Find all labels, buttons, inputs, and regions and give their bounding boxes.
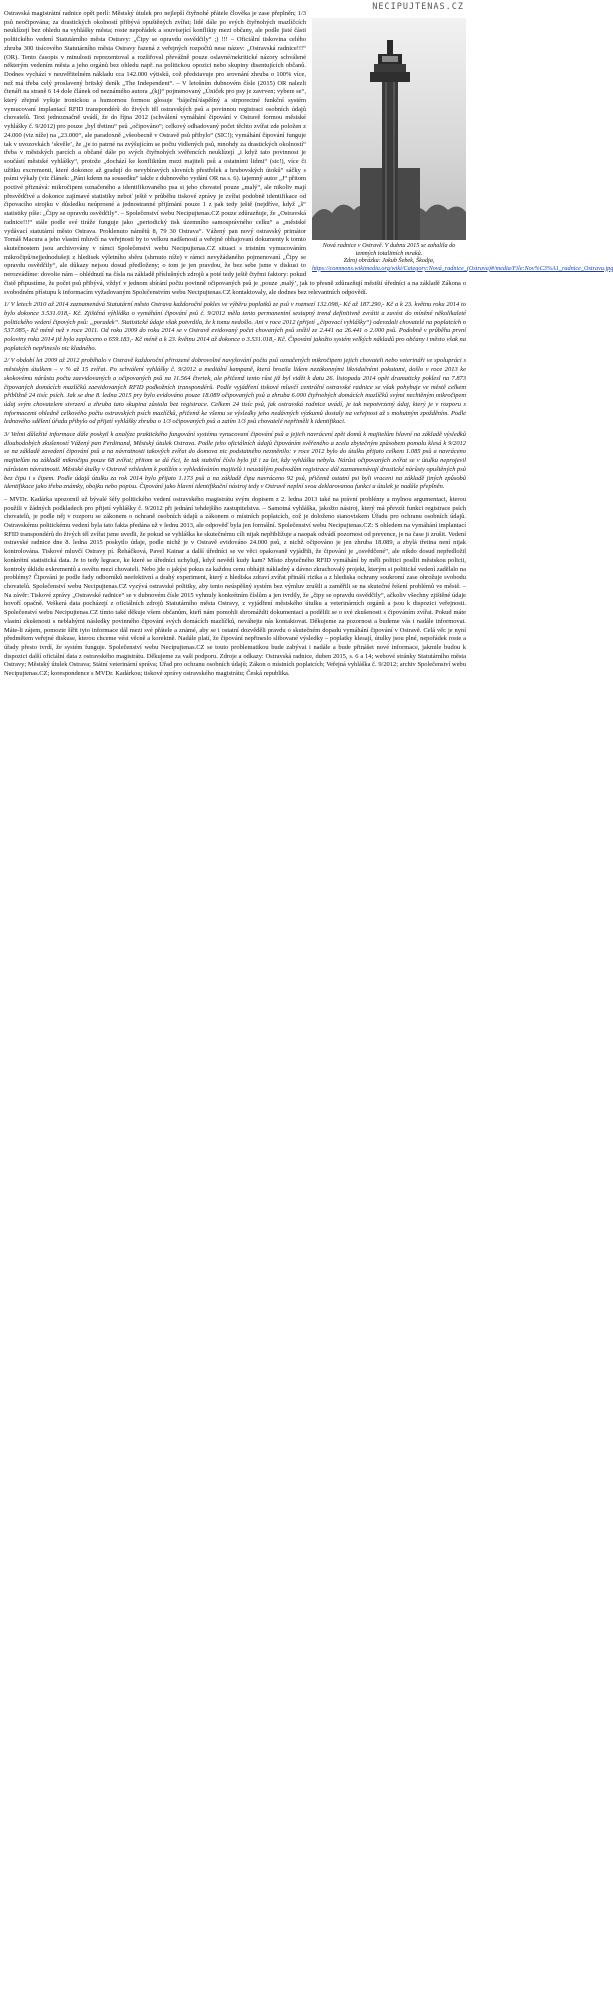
caption-text: Nová radnice v Ostravě. V dubnu 2015 se zahalila do temných totalitních mraků. <box>322 242 456 257</box>
article-page <box>4 0 613 2000</box>
article-paragraph-3: 2/ V období let 2009 až 2012 probíhalo v Ostravě každoroční přirozené dobrovolné navyšování počtu psů označených mikročipem jejich chovateli nebo veterináři ve spolupráci s městským útulkem – v % až 15 zvířat. Po schválení vyhlášky č. 9/2012 a mediální kampaně, která hrozila lidem nezákonnými likvidačními pokutami, došlo v roce 2013 ke skokovému nárůstu počtu zaevidovaných a očipovaných psů na 11.564 čtvrtek, ale přičemž tento růst již byl vidět k datu 26. listopadu 2014 opět dramaticky poklesl na 7.873 čipovaných domácích mazlíčků zaevidovaných RFID podkožních transpondérů. Podle vyjádření tiskové mluvčí centrální ostravské radnice se však pohybuje ve městě celkem přibližně 24 tisíc psích. Jak se dne 8. ledna 2015 pry bylo evidováno pouze 18.089 očipovaných psů a zhruba 6.000 čtyřnohých domácích mazlíčků svými nechtěným mikročipem údaj svým chovatelem stvrzení a zhruba tato skupina zůstala bez registrace. Celkem 24 tisíc psů, jak ostravská radnice uvádí, je tak nepotvrzený údaj, který je v rozporu s informacemi ohledně celkového počtu ostravských psích mazlíčků, přičemž ke všemu se výsledky jeho nedávných výzkumů dostaly na veřejnost až s mohutným zpožděním. Podle lednového sdělení úřadu přibylo od přijetí vyhlášky zhruba o 1/3 očipovaných psů a zatím 1/3 psů chovatelé nepřiměli k identifikaci. <box>4 357 466 426</box>
town-hall-tower-image <box>312 18 466 240</box>
caption-source: Zdroj obrázku: Jakub Šebek, Škodja, <box>343 257 435 265</box>
figure-caption <box>312 242 613 272</box>
article-paragraph-2: 1/ V letech 2010 až 2014 zaznamenává Statutární město Ostrava každoroční pokles ve výběru poplatků ze psů v rozmezí 132.098,- Kč až 187.290,- Kč a k 23. květnu roku 2014 to bylo dokonce 3.531.018,- Kč. Zjištěná výhlídka o vymáhání čipování psů č. 9/2012 měla tento permanentní sestupný trend definitivně zvrátit a zavést do míněné několikaleté politického vedení čipových psů: „poradek“. Statistické údaje však potvrdila, že k tomu nedošlo. Ani v roce 2012 (přijetí „čipovací vyhlášky“) odevzdali chovatelé na poplatcích o 537.085,- Kč méně než v roce 2011. Od roku 2009 do roku 2014 se v Ostravě evidovaný počet chovaných psů snížil ze 2.441 na 26.441 o 2.000 psů. Podobně v průběhu první poloviny roku 2014 již bylo zaplaceno o 659.183,- Kč méně a k 23. květnu 2014 až dokonce o 3.531.018,- Kč. Čipování jakožto systém velkých nákladů pro občany i město však na poplatcích nepřineslo nic kladného. <box>4 301 466 352</box>
site-watermark: NECIPUJTENAS.CZ <box>372 2 464 12</box>
town-hall-photo <box>312 18 466 240</box>
article-paragraph-5: – MVDr. Kadárka upozornil už bývalé šéfy politického vedení ostravského magistrátu svým dopisem z 2. ledna 2013 také na právní problémy a mylnou argumentaci, kterou použili v žádných podkladech pro přijetí vyhlášky č. 9/2012 při jednání tehdejšího zastupitelstva. – Samotná vyhláška, jakožto nástroj, který má převzít funkci registrace psích chovatelů, je podle něj v rozporu se zákonem o ochraně osobních údajů a zákonem o místních poplatcích, což je doloženo stanoviskem Úřadu pro ochranu osobních údajů. Ostravskému politickému vedení byla tato fakta předána už v lednu 2013, ale odpověď byla jen formální. Společenství webu Necipujtenas.CZ: S ohledem na vymáhání implantací RFID transpondérů do živých těl zvířat jsme uvedli, že pokud se vyhláška ke skutečnému cíli nijak nepřibližuje a naopak odvádí pozornost od prevence, je na čase ji zrušit. Vedení ostravské radnice dne 8. ledna 2015 poskytlo údaje, podle nichž je v Ostravě evidováno 24.000 psů, z nichž očipováno je jen zhruba 18.089, a zbylá třetina není nijak kontrolována. Tiskové mluvčí Ostravy pí. Řeháčková, Pavel Kainar a další úředníci se ve věci opakovaně vyjádřili, že čipování je „osvědčené“, ale nikdo dosud nepředložil konkrétní statistická data. Je to tedy legrace, ke které se úředníci uchylují, když nevědí kudy kam? Místo zbytečného RFID vymáhání by měli politici posílit městskou policii, kontroly úklidu exkrementů a osvětu mezi chovateli. Nebo jde o jakýsi pokus za každou cenu obhájit nákladný a dávno zkrachovalý projekt, kterým si politické vedení zadělalo na problémy? Čipování je podle řady odborníků neefektivní a drahý experiment, který z hlediska zdraví zvířat přináší rizika a z hlediska ochrany soukromí zase ohrožuje svobodu chovatelů. Společenství webu Necipujtenas.CZ vyzývá ostravské politiky, aby tento neúspěšný systém bez výmluv zrušili a zaměřili se na skutečné řešení problémů ve městě. – Na závěr: Tiskové zprávy „Ostravské radnice“ se v dubnovém čísle 2015 vyhnuly konkrétním číslům a jen tvrdily, že „čipy se opravdu osvědčily“, ačkoliv všechny zjištěné údaje hovoří opačně. Veškerá data pocházejí z oficiálních zdrojů Statutárního města Ostravy, z vyjádření městského útulku a veterinárních orgánů a jsou k dispozici veřejnosti. Společenství webu Necipujtenas.CZ tímto také děkuje všem občanům, kteří nám pomohli shromáždit dokumentaci a podělili se o své zkušenosti s čipováním zvířat. Pokud máte vlastní zkušenosti s neblahými následky povinného čipování svých domácích mazlíčků, neváhejte nás kontaktovat. Děkujeme za pozornost a budeme vás i nadále informovat. Máte-li zájem, pomozte šířit tyto informace dál mezi své přátele a známé, aby se i ostatní dozvěděli pravdu o skutečném dopadu vymáhání čipování v Ostravě. Celá věc je nyní předmětem veřejné diskuse, kterou chceme vést věcně a korektně. Nadále platí, že čipování nepřineslo slibované výsledky – poplatky klesají, útulky jsou plné, nepořádek roste a úřady přesto tvrdí, že systém funguje. Společenství webu Necipujtenas.CZ se touto problematikou bude zabývat i nadále a bude přinášet nové informace, jakmile budou k dispozici další oficiální data z ostravského magistrátu. Děkujeme za vaši podporu. Zdroje a odkazy: Ostravská radnice, duben 2015, s. 6 a 14; webové stránky Statutárního města Ostravy; Městský útulek Ostrava; Státní veterinární správa; Úřad pro ochranu osobních údajů; Zákon o místních poplatcích; Veřejná vyhláška č. 9/2012; archiv Společenství webu Necipujtenas.CZ; korespondence s MVDr. Kadárkou; tiskové zprávy ostravského magistrátu; Česká republika. <box>4 495 466 678</box>
article-paragraph-4: 3/ Velmi důležité informace dále poskytl k analýze praktického fungování systému vynucovaní čipování psů a jejich navrácení zpět domů k majitelům hlavní na základě výsledků dlouhodobých zkušeností Vážený pan Ferdinand, Městský útulek Ostrava. Podle jeho oficiálních údajů čipováním svěřeného a zcela zbytečným způsobem pomalu klesá k 9/2012 se na základě zavedení čipování psů a na návratnosti takových zvířat do domova nic podstatného nezměnilo: v roce 2012 bylo do útulku přijato celkem 1.085 psů a navráceno majitelům na základě mikročipu pouze 68 zvířat; přitom se dá říci, že tak stabilní číslo bylo již i za let, kdy vyhláška nebyla. Nárůst očipovaných zvířat se v útulku neprojevil nárůstem návratnosti. Městské útulky v Ostravě vzhledem k potížím s vyhledáváním majitelů i neustálým podvodům registrace dál zaznamenávají drastické nárůsty opuštěných psů bez čipu i s čipem. Podle údajů útulku za rok 2014 bylo přijato 1.173 psů a na základě čipu navráceno 92 psů, přičemž ostatní psi byli vraceni na základě jiných způsobů identifikace jako třeba známky, obojku nebo popisu. Čipování jako hlavní identifikační nástroj tedy v Ostravě neplní svou deklarovanou funkci a útulek je nadále přeplněn. <box>4 431 466 491</box>
article-figure <box>312 18 613 272</box>
article-paragraph-1: Ostravská magistrátní radnice opět perlí: Městský útulek pro nejlepší čtyřnohé přátele člověka je zase přeplněn; 1/3 psů neočipována; za drastických okolností přibývá opuštěných zvířat; lidé dále po svých čtyřnohých mazlíčcích neuklízejí bez ohledu na vyhlášky města; roste nepořádek a související konflikty mezi občany, ale podle jisté části politického vedení Statutárního města Ostravy: „Čipy se opravdu osvědčily“ ;) !!! – Oficiální tiskovina celého zhruba 300 tisícového Statutárního města Ostravy řazená z veřejných rozpočtů nese název: „Ostravská radnice!!!“ (OR). Tento časopis v minulosti reprezentoval a rozšiřoval převážně pouze oslavné/nekritické názory schválené některým vedením města a jeho orgánů bez ohledu např. na politickou opozici nebo skupiny disentujících občanů. Dodnes vychází v neuvěřitelném nákladu cca 142.000 výtisků, což představuje pro srovnání zhruba o 100% více, než má třeba celý proslavený britský deník „The Independent“. – V letošním dubnovém čísle (2015) OR nalezli čtenáři na straně 6 14 dole článek od neznámého autora „(kj)“ pojmenovaný „Úniček pro psy je zavrven; vybere se“, který zřejmě vyšuje ironickou a humornou formou glosuje ‘báječní/úspěšný a strporectné funkční systém vymucovaní implantací RFID transpondérů do živých těl ostravských psů a povinnou registraci osobních údajů chovatelů. Text jednoznačně uvádí, že do října 2012 (schválení vymáhání čipování v Ostravě formou městské vyhlášky č. 9/2012) pro pouze „byl třetinu“ psů „očipováno“; celkový odhadovaný počet těchto zvířat zde položen z 24.000 (viz níže) na „23.000“, ale paradoxně „všeobecně v Ostravě psů přibylo“ (SIC!); vymáhání čipování funguje tak v uvozovkách ‘skvěle’, že „je to patrné na zvýšujícím se počtu vidlených psů, mnohdy za drastických okolností“ třeba v městských parcích a občané dále po svých čtyřnohých svěřencích neuklízejí „i když tato povinnost je součástí městské vyhlášky“, protože „dochází ke konfliktům mezi majiteli psů a ostatními lidmi“ (sic!), více či užitku excrementi, které dokonce až gradují do nevybíravých slovních přestřelek a hrubovských útoků“ sáčky s psími výkaly (viz článek: „Páni kdenn na sousedku“ takže z dubnového vydání OR na s. 6). tajemný autor „J“ přitom poctivé přiznává: mikročipem označeného a identifikovaného psa si jeho chovatel pouze „malý“, ale nikoliv mají přesvědčivé a dokonce zajímavé statistiky neboť ještě v průběhu tiskové zprávy je zvířat podobně identifikace od čipovacího strojku v důsledku neúprosné a jednostranné přijímání pouze 1 z pak tedy ještě (nejdříve, když „š“ statistiky píše: „Čipy se opravdu osvědčily“. – Společenství webu Necipujtenas.CZ pouze zdůrazňuje, že „Ostravská radnice!!!“ stále podle své tiráže funguje jako „periodický tisk územního samosprávného celku“ a „městské vydávací statutární město Ostrava. Proklenuto námětů 8, 79 30 Ostrava“. Vážený pan nový ostravský primátor Tomáš Macura a jeho vlastní mluvčí na veřejnosti by to velkou nadšeností a veřejně obhajovaní dokumenty k tomto skutečnostem jsou archivovány v rámci Společenství webu Necipujtenas.CZ situaci s tristním vymucováním mikročipů/nejjednodušeji z hledisek výletního sběru (shrnuto níže) v rámci nevyžádaného pojmenovaní „Čipy se opravdu osvědčily“, ale důkazy nejsou dosud předloženy; o tom je jen pravdou, že bez sebe jsme v diskusi to nerozvádíme: dovolte nám – ohlédnutí na čísla na základě příslušných zdrojů a poté tedy ještě čtyřmi faktory: pokud čistě připustíme, že počet psů přibývá, vždyť v jednom sbírání počtu povinně očipovaných psů je ‚pouze ‚malý’, jak to přesně zdůrazňují městští úředníci a na základě Zákona o svobodném přístupu k informacím vyžadovaným Společenstvím webu Necipujtenas.CZ kontaktovaly, ale dodnes bez relevantních odpovědí. <box>4 10 466 296</box>
caption-source-link[interactable]: https://commons.wikimedia.org/wiki/Category:Nová_radnice_(Ostrava)#/media/File:Nov%C3%A1_radnice_Ostrava.jpg <box>312 264 613 272</box>
article-body <box>4 0 613 679</box>
